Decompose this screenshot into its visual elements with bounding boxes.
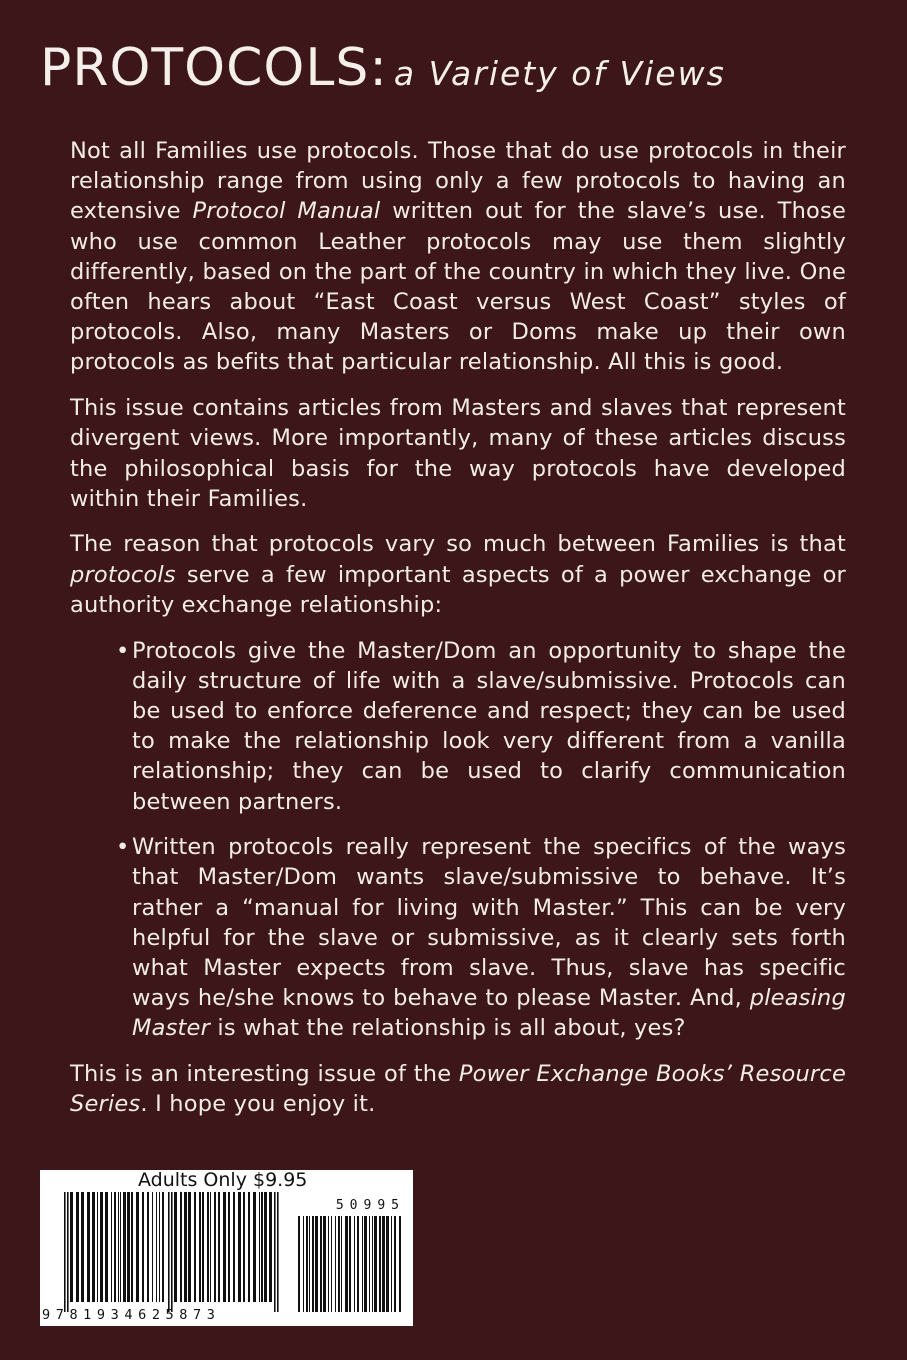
paragraph-intro-part-b: written out for the slave’s use. Those who use common Leather protocols may use them slightly differently, based on the part of the country in which they live. One often hears about “East Coast versus West Coast” styles of protocols. Also, many Masters or Doms make up their own protocols as befits that particular relationship. All this is good.	[70, 198, 846, 376]
barcode-bar	[369, 1216, 370, 1312]
barcode-bar	[386, 1216, 389, 1312]
barcode-bar	[362, 1216, 363, 1312]
back-cover-text	[70, 136, 846, 1135]
barcode-bar	[374, 1216, 377, 1312]
barcode-bar	[180, 1192, 182, 1302]
bullet-item-written	[70, 832, 846, 1043]
barcode-addon-digits: 50995	[335, 1198, 405, 1213]
barcode-label	[40, 1170, 413, 1326]
barcode-bar	[306, 1216, 308, 1312]
barcode-bar	[382, 1216, 385, 1312]
barcode-bar	[105, 1192, 108, 1302]
barcode-bar	[202, 1192, 204, 1302]
barcode-bar	[171, 1192, 173, 1312]
barcode-bar	[207, 1192, 209, 1302]
title-main: PROTOCOLS:	[40, 38, 388, 98]
barcode-bar	[394, 1216, 396, 1312]
barcode-bar	[162, 1192, 164, 1302]
barcode-bar	[81, 1192, 84, 1302]
barcode-bar	[331, 1216, 332, 1312]
barcode-bar	[118, 1192, 119, 1302]
series-name-emphasis: Power Exchange Books’ Resource Series	[70, 1061, 846, 1118]
barcode-bar	[199, 1192, 201, 1302]
paragraph-closing-part-a: This is an interesting issue of the	[70, 1061, 459, 1088]
paragraph-closing-part-b: . I hope you enjoy it.	[140, 1091, 376, 1118]
barcode-bar	[399, 1216, 401, 1312]
barcode-bar	[264, 1192, 267, 1302]
barcode-bar	[323, 1216, 326, 1312]
barcode-bar	[194, 1192, 196, 1302]
bullet-item-written-part-b: is what the relationship is all about, yes?	[210, 1015, 686, 1042]
barcode-bar	[357, 1216, 359, 1312]
protocols-emphasis: protocols	[70, 561, 176, 588]
barcode-bar	[223, 1192, 226, 1302]
barcode-bar	[97, 1192, 98, 1302]
barcode-bar	[228, 1192, 230, 1302]
barcode-bar	[142, 1192, 144, 1302]
barcode-bar	[76, 1192, 79, 1302]
paragraph-intro	[70, 136, 846, 378]
barcode-bar	[120, 1192, 121, 1302]
barcode-bar	[188, 1192, 191, 1302]
barcode-bar	[238, 1192, 241, 1302]
barcode-bar	[277, 1192, 279, 1312]
barcode-bar	[136, 1192, 139, 1302]
barcode-bar	[100, 1192, 103, 1302]
barcode-bar	[92, 1192, 95, 1302]
barcode-bar	[233, 1192, 235, 1302]
barcode-bar	[123, 1192, 126, 1302]
barcode-isbn-digits: 9781934625873	[42, 1307, 221, 1323]
bullet-item-shape	[70, 636, 846, 817]
barcode-bar	[274, 1192, 276, 1312]
barcode-bar	[354, 1216, 355, 1312]
barcode-bar	[315, 1216, 318, 1312]
barcode-bar	[309, 1216, 310, 1312]
paragraph-reason-part-a: The reason that protocols vary so much between Families is that	[70, 531, 846, 558]
barcode-bar	[64, 1192, 66, 1312]
title-subtitle: a Variety of Views	[393, 54, 726, 93]
paragraph-intro-part-a: Not all Families use protocols. Those that do use protocols in their relationship range from using only a few protocols to having an extensive	[70, 138, 846, 225]
barcode-bar	[184, 1192, 187, 1302]
barcode-bar	[67, 1192, 69, 1312]
paragraph-closing	[70, 1059, 846, 1119]
barcode-bar	[174, 1192, 177, 1302]
barcode-bar	[335, 1216, 336, 1312]
barcode-bar	[328, 1216, 329, 1312]
barcode-bar	[168, 1192, 170, 1312]
barcode-bar	[379, 1216, 381, 1312]
barcode-icon	[40, 1170, 413, 1326]
barcode-bar	[114, 1192, 116, 1302]
pleasing-master-emphasis: pleasing Master	[132, 985, 846, 1042]
barcode-bar	[261, 1192, 263, 1302]
price-label: Adults Only $9.95	[138, 1169, 308, 1191]
barcode-bar	[218, 1192, 220, 1302]
barcode-bar	[338, 1216, 340, 1312]
barcode-bar	[341, 1216, 342, 1312]
barcode-bar	[303, 1216, 304, 1312]
bullet-icon: •	[116, 834, 130, 861]
barcode-bar	[159, 1192, 160, 1302]
barcode-bar	[70, 1192, 73, 1302]
barcode-bar	[372, 1216, 373, 1312]
barcode-bar	[214, 1192, 216, 1302]
barcode-bar	[152, 1192, 153, 1302]
bullet-icon: •	[116, 637, 130, 664]
barcode-bar	[259, 1192, 260, 1302]
barcode-bar	[243, 1192, 245, 1302]
paragraph-reason-part-b: serve a few important aspects of a power exchange or authority exchange relationship:	[70, 561, 846, 618]
barcode-bar	[147, 1192, 149, 1302]
barcode-bar	[345, 1216, 348, 1312]
protocol-manual-emphasis: Protocol Manual	[192, 198, 381, 225]
barcode-bar	[269, 1192, 272, 1302]
barcode-bar	[312, 1216, 314, 1312]
barcode-bar	[364, 1216, 367, 1312]
barcode-bar	[391, 1216, 392, 1312]
barcode-bar	[320, 1216, 322, 1312]
cover-title	[40, 38, 726, 98]
bullet-item-written-part-a: Written protocols really represent the specifics of the ways that Master/Dom wants slave/submissive to behave. It’s rather a “manual for living with Master.” This can be very helpful for the slave or submissive, as it clearly sets forth what Master expects from slave. Thus, slave has specific ways he/she knows to behave to please Master. And,	[132, 834, 846, 1012]
barcode-bar	[156, 1192, 157, 1302]
barcode-bar	[248, 1192, 250, 1302]
bullet-item-shape-text: Protocols give the Master/Dom an opportunity to shape the daily structure of life with a slave/submissive. Protocols can be used to enforce deference and respect; they can be used to make the relationship look very different from a vanilla relationship; they can be used to clarify communication between partners.	[132, 637, 846, 815]
paragraph-reason	[70, 529, 846, 620]
barcode-bar	[127, 1192, 130, 1302]
paragraph-issue: This issue contains articles from Masters and slaves that represent divergent views. More importantly, many of these articles discuss the philosophical basis for the way protocols have developed within their Families.	[70, 395, 846, 512]
barcode-bar	[111, 1192, 112, 1302]
barcode-bar	[349, 1216, 351, 1312]
barcode-bar	[253, 1192, 256, 1302]
barcode-bar	[298, 1216, 300, 1312]
barcode-bar	[210, 1192, 211, 1302]
barcode-bar	[87, 1192, 90, 1302]
barcode-bar	[131, 1192, 133, 1302]
bullet-list	[70, 636, 846, 1044]
